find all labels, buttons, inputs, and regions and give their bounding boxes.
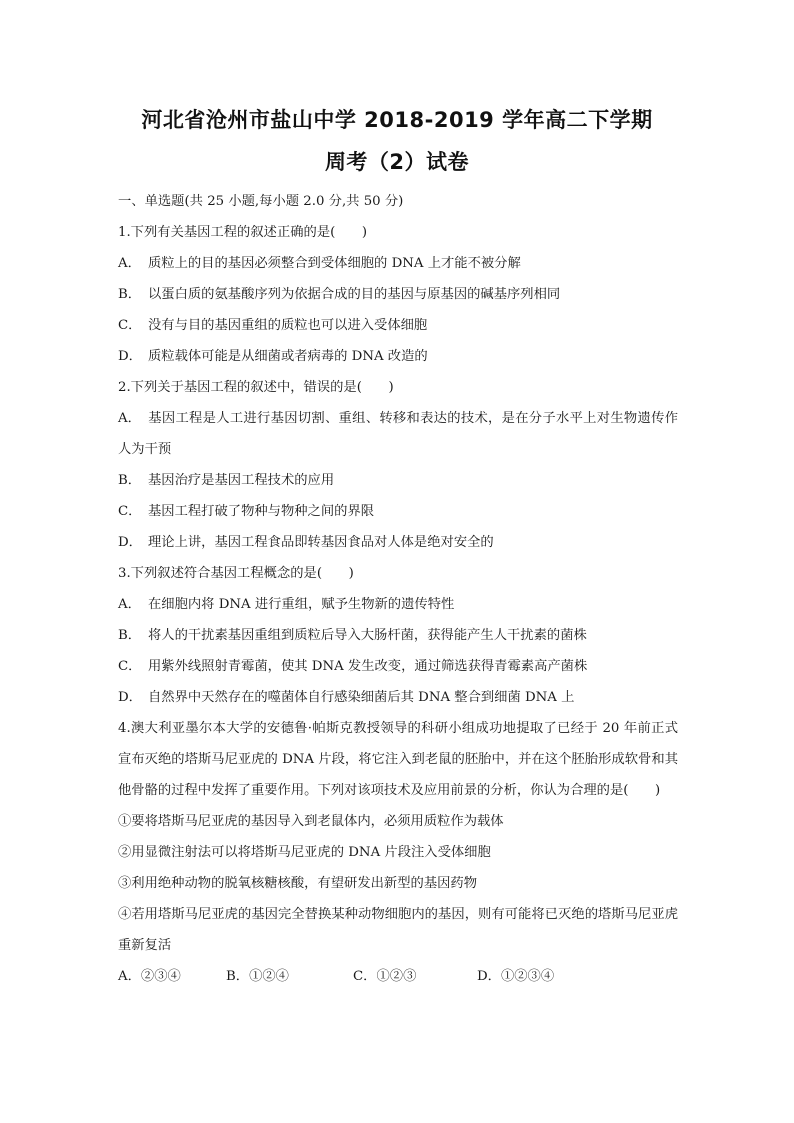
question-1-stem: 1.下列有关基因工程的叙述正确的是( ) — [118, 225, 368, 240]
option-text: 以蛋白质的氨基酸序列为依据合成的目的基因与原基因的碱基序列相同 — [148, 287, 561, 302]
option-label: A． — [118, 969, 141, 984]
question-3-option-d — [118, 682, 678, 713]
option-text: 在细胞内将 DNA 进行重组，赋予生物新的遗传特性 — [148, 597, 455, 612]
question-3-option-c — [118, 651, 678, 682]
question-1-option-b — [118, 279, 678, 310]
option-text: 自然界中天然存在的噬菌体自行感染细菌后其 DNA 整合到细菌 DNA 上 — [148, 690, 575, 705]
option-label: C． — [118, 318, 142, 333]
option-label: D． — [118, 349, 142, 364]
option-text: 基因工程是人工进行基因切割、重组、转移和表达的技术，是在分子水平上对生物遗传作人为干预 — [118, 411, 678, 457]
option-text: ①②③ — [376, 969, 417, 984]
question-4-option-a — [118, 961, 226, 992]
question-4-option-c — [353, 961, 477, 992]
question-2-option-c — [118, 496, 678, 527]
option-text: 基因治疗是基因工程技术的应用 — [148, 473, 335, 488]
option-text: 理论上讲，基因工程食品即转基因食品对人体是绝对安全的 — [148, 535, 494, 550]
question-1-option-c — [118, 310, 678, 341]
option-text: 将人的干扰素基因重组到质粒后导入大肠杆菌，获得能产生人干扰素的菌株 — [148, 628, 587, 643]
question-1-option-a — [118, 248, 678, 279]
option-label: B． — [118, 628, 142, 643]
question-3-stem: 3.下列叙述符合基因工程概念的是( ) — [118, 566, 354, 581]
option-label: B． — [118, 287, 142, 302]
question-4-stem: 4.澳大利亚墨尔本大学的安德鲁·帕斯克教授领导的科研小组成功地提取了已经于 20 年前正式宣布灭绝的塔斯马尼亚虎的 DNA 片段，将它注入到老鼠的胚胎中，并在这个胚胎形成软骨和其他骨骼的过程中发挥了重要作用。下列对该项技术及应用前景的分析，你认为合理的是( ) — [118, 721, 678, 798]
question-4-statement-4: ④若用塔斯马尼亚虎的基因完全替换某种动物细胞内的基因，则有可能将已灭绝的塔斯马尼亚虎重新复活 — [118, 907, 678, 953]
question-3-option-a — [118, 589, 678, 620]
question-2-option-b — [118, 465, 678, 496]
option-text: 质粒载体可能是从细菌或者病毒的 DNA 改造的 — [148, 349, 428, 364]
exam-content — [118, 186, 678, 992]
option-text: ①②③④ — [500, 969, 555, 984]
option-text: 用紫外线照射青霉菌，使其 DNA 发生改变，通过筛选获得青霉素高产菌株 — [148, 659, 588, 674]
option-label: D． — [118, 535, 142, 550]
option-text: 质粒上的目的基因必须整合到受体细胞的 DNA 上才能不被分解 — [148, 256, 521, 271]
option-label: B． — [226, 969, 250, 984]
section-heading: 一、单选题(共 25 小题,每小题 2.0 分,共 50 分) — [118, 194, 404, 209]
question-4-statement-2: ②用显微注射法可以将塔斯马尼亚虎的 DNA 片段注入受体细胞 — [118, 845, 491, 860]
option-label: D． — [477, 969, 501, 984]
question-4-statement-1: ①要将塔斯马尼亚虎的基因导入到老鼠体内，必须用质粒作为载体 — [118, 814, 504, 829]
exam-title-line2: 周考（2）试卷 — [324, 150, 470, 174]
option-text: 没有与目的基因重组的质粒也可以进入受体细胞 — [148, 318, 428, 333]
question-2-option-a — [118, 403, 678, 465]
option-label: D． — [118, 690, 142, 705]
question-2-option-d — [118, 527, 678, 558]
option-label: C． — [118, 659, 142, 674]
question-2-stem: 2.下列关于基因工程的叙述中，错误的是( ) — [118, 380, 394, 395]
question-4-option-b — [226, 961, 353, 992]
question-4-option-d — [477, 961, 597, 992]
option-label: A． — [118, 597, 141, 612]
option-label: A． — [118, 411, 141, 426]
option-label: A． — [118, 256, 141, 271]
question-4-statement-3: ③利用绝种动物的脱氧核糖核酸，有望研发出新型的基因药物 — [118, 876, 478, 891]
question-4-options — [118, 961, 678, 992]
option-label: C． — [118, 504, 142, 519]
option-text: 基因工程打破了物种与物种之间的界限 — [148, 504, 375, 519]
question-3-option-b — [118, 620, 678, 651]
option-text: ①②④ — [249, 969, 289, 984]
option-text: ②③④ — [140, 969, 181, 984]
exam-title-line1: 河北省沧州市盐山中学 2018-2019 学年高二下学期 — [141, 108, 653, 132]
question-1-option-d — [118, 341, 678, 372]
option-label: B． — [118, 473, 142, 488]
option-label: C． — [353, 969, 377, 984]
